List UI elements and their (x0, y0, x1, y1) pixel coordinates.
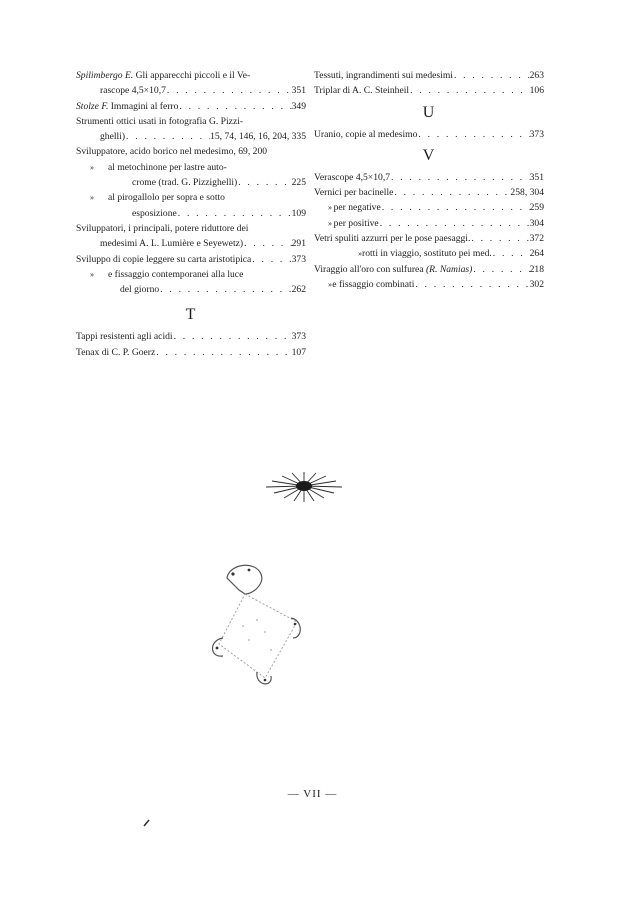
entry-text: Sviluppo di copie leggere su carta aristotipica (76, 253, 252, 265)
entry-page: 264 (529, 248, 544, 260)
entry-page: 373 (291, 253, 306, 265)
leader-dots (417, 127, 529, 142)
index-entry (314, 216, 544, 231)
page-number: — VII — (287, 788, 338, 800)
entry-page: 373 (291, 331, 306, 343)
leader-dots (177, 206, 292, 221)
leader-dots (414, 277, 529, 292)
entry-page: 107 (291, 346, 306, 358)
index-entry (76, 267, 306, 282)
entry-page: 225 (291, 177, 306, 189)
index-entry (314, 68, 544, 83)
ditto-mark: » (90, 162, 94, 172)
leader-dots (243, 236, 292, 251)
entry-text: al metochinone per lastre auto- (108, 161, 227, 173)
section-letter-u: U (422, 103, 436, 121)
entry-text: Tappi resistenti agli acidi (76, 331, 173, 343)
entry-text: Sviluppatore, acido borico nel medesimo, 69, 200 (76, 146, 268, 158)
ditto-mark: » (90, 269, 94, 279)
entry-page: 106 (529, 85, 544, 97)
entry-page: 263 (529, 70, 544, 81)
entry-text: Verascope 4,5×10,7 (314, 171, 391, 183)
entry-text: Uranio, copie al medesimo (314, 128, 418, 140)
index-entry (76, 206, 306, 221)
index-entry (76, 83, 306, 98)
index-entry (314, 170, 544, 185)
entry-text: Triplar di A. C. Steinheil (314, 85, 410, 97)
entry-text: del giorno (120, 284, 160, 296)
entry-page: 373 (529, 128, 544, 140)
entry-page: 351 (291, 85, 306, 97)
index-entry (76, 221, 306, 236)
index-entry (314, 277, 544, 292)
right-column (314, 68, 544, 292)
leader-dots (237, 175, 291, 190)
leader-dots (470, 231, 529, 246)
index-entry (314, 262, 544, 277)
entry-author: (R. Namias) (425, 263, 473, 275)
index-entry (76, 129, 306, 144)
leader-dots (178, 99, 291, 114)
index-entry (76, 252, 306, 267)
entry-page: 372 (529, 233, 544, 245)
section-letter-v: V (422, 146, 436, 164)
entry-text: esposizione (132, 207, 177, 219)
leader-dots (393, 185, 510, 200)
index-entry (76, 160, 306, 175)
leader-dots (159, 282, 291, 297)
index-entry (76, 329, 306, 344)
leader-dots (251, 252, 291, 267)
index-entry (76, 236, 306, 251)
index-entry (76, 68, 306, 83)
entry-text: Viraggio all'oro con sulfurea (314, 263, 426, 275)
ink-speck-icon (142, 818, 152, 828)
index-entry (314, 200, 544, 215)
entry-text: Immagini al ferro (108, 100, 179, 112)
entry-text: Vetri spuliti azzurri per le pose paesaggi. (314, 233, 471, 245)
leader-dots (173, 329, 292, 344)
entry-page: 262 (291, 284, 306, 296)
index-entry (314, 231, 544, 246)
entry-text: rotti in viaggio, sostituto pei med. (362, 248, 492, 260)
index-entry (314, 83, 544, 98)
index-entry (314, 185, 544, 200)
ditto-mark: » (328, 218, 332, 228)
entry-page: 15, 74, 146, 16, 204, 335 (210, 131, 306, 143)
section-letter-t: T (185, 306, 197, 324)
leader-dots (472, 262, 529, 277)
entry-page: 302 (529, 278, 544, 290)
ditto-mark: » (358, 249, 362, 259)
leader-dots (390, 170, 530, 185)
leader-dots (409, 83, 530, 98)
sun-ornament-icon (262, 472, 346, 504)
entry-page: 259 (529, 202, 544, 214)
entry-page: 109 (291, 207, 306, 219)
leader-dots (155, 345, 291, 360)
index-entry (76, 99, 306, 114)
entry-text: Tessuti, ingrandimenti sui medesimi (314, 70, 453, 81)
entry-page: 291 (291, 238, 306, 250)
entry-text: Sviluppatori, i principali, potere riduttore dei (76, 222, 249, 234)
index-entry (76, 175, 306, 190)
entry-text: Vernici per bacinelle (314, 187, 394, 199)
left-column (76, 68, 306, 360)
leader-dots (379, 216, 530, 231)
ditto-mark: » (328, 203, 332, 213)
index-entry (76, 345, 306, 360)
entry-text: e fissaggio contemporanei alla luce (108, 268, 244, 280)
leader-dots (381, 200, 530, 215)
index-entry (314, 127, 544, 142)
entry-text: e fissaggio combinati (332, 278, 415, 290)
ditto-mark: » (90, 193, 94, 203)
index-entry (314, 246, 544, 261)
entry-page: 349 (291, 100, 306, 112)
ditto-mark: » (328, 279, 332, 289)
leader-dots (492, 246, 530, 261)
entry-text: crome (trad. G. Pizzighelli) (132, 177, 238, 189)
entry-page: 218 (529, 263, 544, 275)
leader-dots (125, 129, 210, 144)
cross-stain-ornament-icon (205, 560, 315, 690)
entry-text: ghelli) (100, 131, 126, 143)
entry-text: al pirogallolo per sopra e sotto (108, 192, 225, 204)
entry-page: 304 (529, 217, 544, 229)
index-entry (76, 114, 306, 129)
entry-text: per negative (333, 202, 381, 214)
entry-page: 258, 304 (510, 187, 544, 199)
entry-text: rascope 4,5×10,7 (100, 85, 166, 97)
entry-page: 351 (529, 171, 544, 183)
entry-text: per positive (333, 217, 379, 229)
entry-text: Tenax di C. P. Goerz (76, 346, 156, 358)
leader-dots (453, 68, 530, 83)
entry-text: Strumenti ottici usati in fotografia G. Pizzi- (76, 115, 244, 127)
entry-author: Stolze F. (76, 100, 109, 112)
index-entry (76, 190, 306, 205)
index-entry (76, 282, 306, 297)
index-entry (76, 144, 306, 159)
leader-dots (166, 83, 292, 98)
entry-text: Gli apparecchi piccoli e il Ve- (133, 70, 251, 81)
entry-author: Spilimbergo E. (76, 70, 134, 81)
entry-text: medesimi A. L. Lumière e Seyewetz) (100, 238, 244, 250)
